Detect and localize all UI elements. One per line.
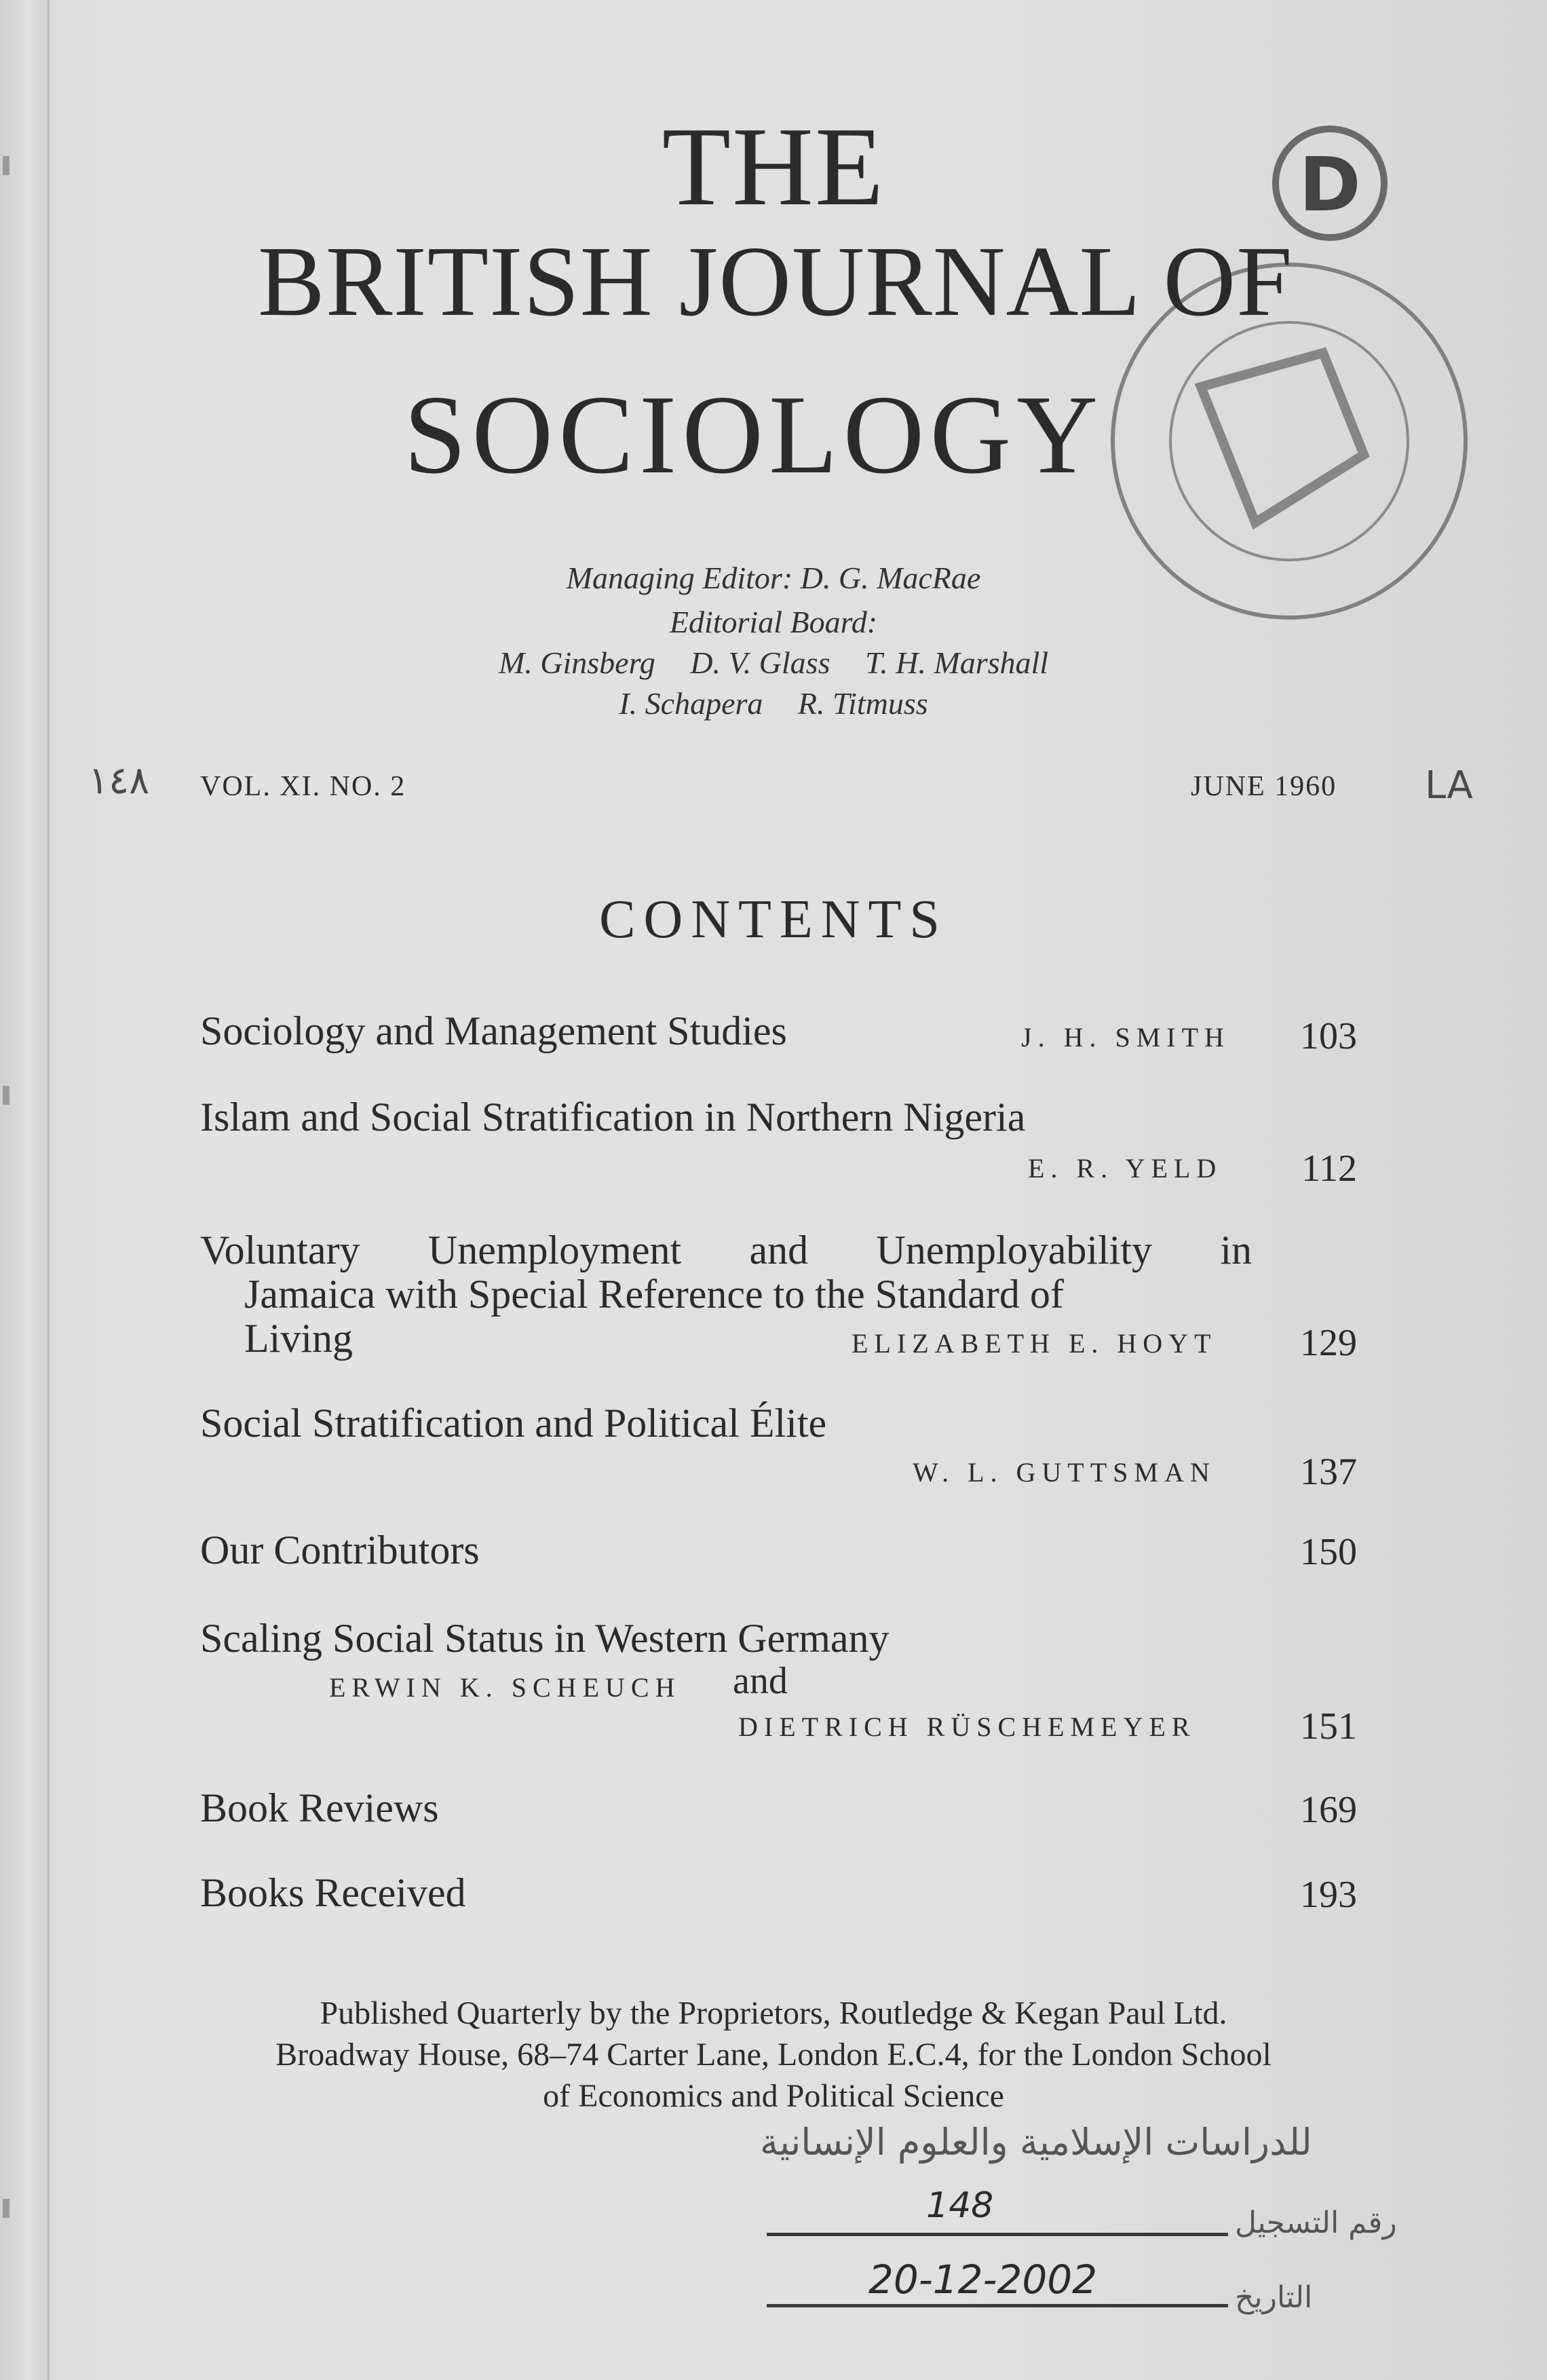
toc-entry-author: ERWIN K. SCHEUCH: [329, 1672, 681, 1703]
board-member: R. Titmuss: [797, 686, 928, 721]
board-member: M. Ginsberg: [498, 645, 655, 680]
toc-entry-title: Scaling Social Status in Western Germany: [200, 1616, 890, 1661]
toc-entry-page: 193: [1300, 1874, 1357, 1916]
volume-number: VOL. XI. NO. 2: [200, 771, 406, 802]
toc-entry-conjunction: and: [733, 1660, 788, 1702]
contents-heading: CONTENTS: [599, 890, 948, 949]
handwritten-registration-number: 148: [926, 2185, 994, 2226]
toc-entry-page: 112: [1301, 1148, 1357, 1190]
gutter-mark: [3, 2199, 9, 2218]
board-member: I. Schapera: [619, 686, 763, 721]
toc-entry-author: DIETRICH RÜSCHEMEYER: [738, 1712, 1196, 1742]
arabic-stamp-label: ﺭﻗﻢ ﺍﻟﺘﺴﺠﻴﻞ: [1235, 2206, 1397, 2240]
toc-entry-author: W. L. GUTTSMAN: [913, 1457, 1216, 1488]
toc-entry-title: Sociology and Management Studies: [200, 1008, 787, 1053]
editorial-board-label: Editorial Board:: [669, 605, 878, 639]
toc-entry-title: Our Contributors: [200, 1528, 480, 1572]
managing-editor: Managing Editor: D. G. MacRae: [566, 561, 981, 595]
masthead-the: THE: [662, 104, 885, 229]
toc-entry-page: 151: [1300, 1705, 1357, 1748]
handwritten-margin-number: ١٤٨: [88, 759, 150, 803]
toc-entry-author: E. R. YELD: [1028, 1153, 1223, 1184]
arabic-stamp-label: ﺍﻟﺘﺎﺭﻳﺦ: [1235, 2280, 1313, 2315]
gutter-mark: [3, 1086, 9, 1105]
toc-entry-page: 150: [1300, 1531, 1357, 1573]
toc-entry-title-line: Voluntary Unemployment and Unemployability in: [200, 1228, 1252, 1272]
toc-entry-page: 137: [1300, 1451, 1357, 1493]
toc-entry-title-line: Living: [244, 1316, 353, 1361]
publisher-line: Broadway House, 68–74 Carter Lane, London E.C.4, for the London School: [275, 2037, 1272, 2073]
stamp-emblem: [1201, 353, 1364, 523]
toc-entry-page: 129: [1300, 1322, 1357, 1364]
toc-entry-page: 169: [1300, 1789, 1357, 1831]
toc-entry-author: ELIZABETH E. HOYT: [852, 1328, 1217, 1359]
toc-entry-title: Social Stratification and Political Élite: [200, 1401, 827, 1446]
board-member: T. H. Marshall: [864, 645, 1049, 680]
publisher-line: Published Quarterly by the Proprietors, Routledge & Kegan Paul Ltd.: [320, 1995, 1227, 2031]
stamp-letter: D: [1299, 141, 1361, 228]
masthead-title: BRITISH JOURNAL OF: [258, 226, 1293, 337]
registration-underline: [767, 2233, 1228, 2236]
editorial-board-row: [0, 645, 1547, 681]
handwritten-margin-code: LA: [1425, 763, 1473, 808]
toc-entry-author: J. H. SMITH: [1021, 1022, 1230, 1053]
board-member: D. V. Glass: [690, 645, 830, 680]
publisher-line: of Economics and Political Science: [543, 2078, 1004, 2114]
toc-entry-page: 103: [1300, 1015, 1357, 1057]
toc-entry-title: Islam and Social Stratification in Northern Nigeria: [200, 1095, 1026, 1139]
issue-date: JUNE 1960: [1191, 771, 1337, 802]
toc-entry-title: Book Reviews: [200, 1786, 439, 1830]
handwritten-registration-date: 20-12-2002: [868, 2256, 1098, 2303]
arabic-stamp-line: ﻟﻠﺪﺭﺍﺳﺎﺕ ﺍﻹﺳﻼﻣﻴﺔ ﻭﺍﻟﻌﻠﻮﻡ ﺍﻹﻧﺴﺎﻧﻴﺔ: [760, 2121, 1312, 2164]
editorial-board-row: [0, 685, 1547, 721]
toc-entry-title: Books Received: [200, 1870, 466, 1915]
toc-entry-title-line: Jamaica with Special Reference to the Standard of: [244, 1272, 1064, 1317]
masthead-subject: SOCIOLOGY: [404, 372, 1104, 497]
date-underline: [767, 2304, 1228, 2307]
